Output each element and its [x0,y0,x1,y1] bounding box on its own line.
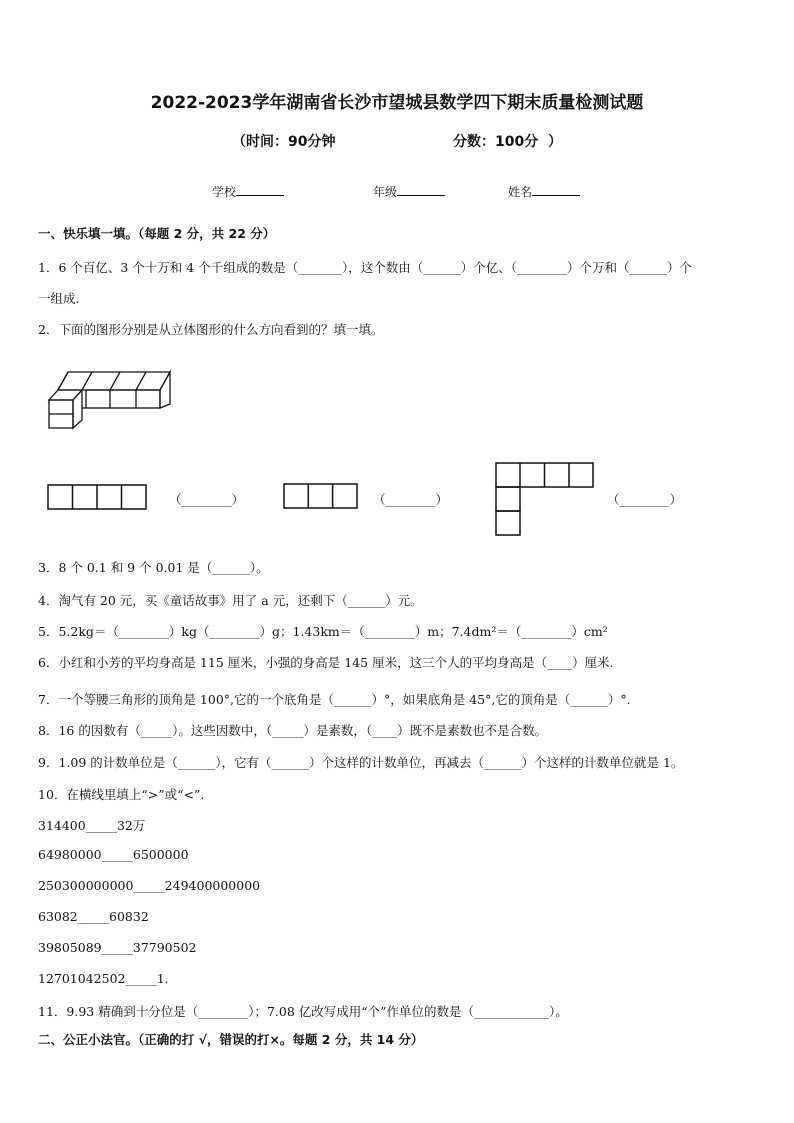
view-figure-3 [495,462,597,542]
exam-meta [0,131,794,151]
view-3-answer-blank[interactable]: （________） [607,492,683,507]
question-5: 5．5.2kg＝（________）kg（________）g；1.43km＝（________）m；7.4dm²＝（________）cm² [38,624,608,639]
view-figure-2 [283,483,359,513]
name-blank[interactable] [532,183,580,196]
page-title: 2022-2023学年湖南省长沙市望城县数学四下期末质量检测试题 [150,93,644,113]
compare-item-2[interactable]: 64980000_____6500000 [38,847,189,862]
student-info-bar [0,183,794,203]
question-6: 6．小红和小芳的平均身高是 115 厘米，小强的身高是 145 厘米，这三个人的平均身高是（____）厘米. [38,655,614,670]
score-label: 分数：100分 [453,134,539,150]
solid-figure-3d [46,368,186,438]
name-label: 姓名 [508,185,533,199]
time-label: （时间：90分钟 [232,134,336,150]
question-3: 3．8 个 0.1 和 9 个 0.01 是（______）。 [38,560,269,575]
view-1-answer-blank[interactable]: （________） [169,492,245,507]
section-1-heading: 一、快乐填一填。（每题 2 分，共 22 分） [38,226,276,241]
question-10: 10．在横线里填上“>”或“<”. [38,787,205,802]
close-paren: ） [548,134,562,150]
compare-item-1[interactable]: 314400_____32万 [38,818,146,833]
question-8: 8．16 的因数有（_____）。这些因数中，（_____）是素数，（____）既不是素数也不是合数。 [38,723,548,738]
grade-label: 年级 [373,185,398,199]
view-2-answer-blank[interactable]: （________） [373,492,449,507]
question-9: 9．1.09 的计数单位是（______），它有（______）个这样的计数单位，再减去（______）个这样的计数单位就是 1。 [38,755,684,770]
view-figure-1 [47,484,149,514]
question-7: 7．一个等腰三角形的顶角是 100°,它的一个底角是（______）°，如果底角是 45°,它的顶角是（______）°. [38,692,631,707]
compare-item-6[interactable]: 12701042502_____1. [38,971,169,986]
section-2-heading: 二、公正小法官。（正确的打 √，错误的打×。每题 2 分，共 14 分） [38,1032,424,1047]
question-1-line-2: 一组成. [38,291,80,306]
compare-item-4[interactable]: 63082_____60832 [38,909,149,924]
school-field[interactable] [212,183,284,200]
name-field[interactable] [508,183,580,200]
question-1-line-1: 1．6 个百亿、3 个十万和 4 个千组成的数是（_______），这个数由（______）个亿、（________）个万和（______）个 [38,260,692,275]
question-2: 2．下面的图形分别是从立体图形的什么方向看到的？填一填。 [38,322,384,337]
grade-blank[interactable] [397,183,445,196]
compare-item-5[interactable]: 39805089_____37790502 [38,940,197,955]
school-blank[interactable] [236,183,284,196]
compare-item-3[interactable]: 250300000000_____249400000000 [38,878,261,893]
school-label: 学校 [212,185,237,199]
question-4: 4．淘气有 20 元，买《童话故事》用了 a 元，还剩下（______）元。 [38,593,423,608]
grade-field[interactable] [373,183,445,200]
question-11: 11．9.93 精确到十分位是（________）；7.08 亿改写成用“个”作单位的数是（____________）。 [38,1004,568,1019]
